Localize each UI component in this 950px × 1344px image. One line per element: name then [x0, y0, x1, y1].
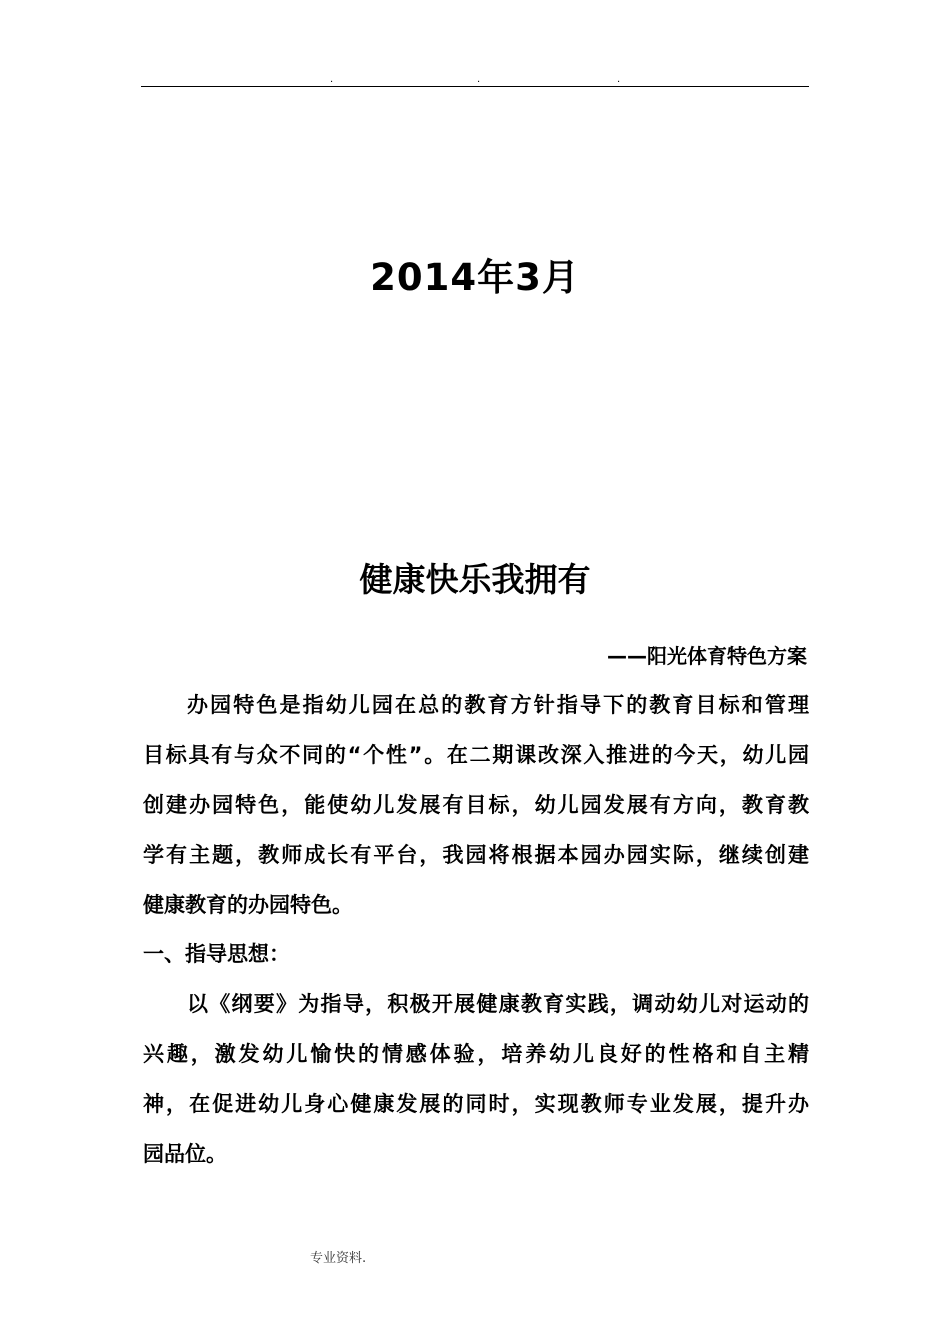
paragraph-line: 神，在促进幼儿身心健康发展的同时，实现教师专业发展，提升办: [143, 1092, 809, 1116]
subtitle: ——阳光体育特色方案: [607, 644, 807, 668]
date-title: 2014年3月: [370, 256, 580, 299]
paragraph-line: 目标具有与众不同的“个性”。在二期课改深入推进的今天，幼儿园: [143, 743, 809, 767]
page-footer: 专业资料.: [310, 1251, 367, 1266]
guiding-thought-paragraph: [143, 979, 809, 1179]
paragraph-line: 办园特色是指幼儿园在总的教育方针指导下的教育目标和管理: [187, 693, 809, 717]
section-heading: 一、指导思想：: [143, 942, 290, 966]
paragraph-line: 兴趣，激发幼儿愉快的情感体验，培养幼儿良好的性格和自主精: [143, 1042, 809, 1066]
header-dot: .: [617, 74, 621, 85]
paragraph-line: 以《纲要》为指导，积极开展健康教育实践，调动幼儿对运动的: [187, 992, 809, 1016]
paragraph-line: 创建办园特色，能使幼儿发展有目标，幼儿园发展有方向，教育教: [143, 793, 809, 817]
header-rule: [141, 86, 809, 87]
main-title: 健康快乐我拥有: [359, 560, 591, 599]
header-dot: .: [330, 74, 334, 85]
paragraph-line: 园品位。: [143, 1142, 227, 1166]
paragraph-line: 学有主题，教师成长有平台，我园将根据本园办园实际，继续创建: [143, 843, 809, 867]
header-dot: .: [477, 74, 481, 85]
paragraph-line: 健康教育的办园特色。: [143, 893, 353, 917]
intro-paragraph: [143, 680, 809, 930]
